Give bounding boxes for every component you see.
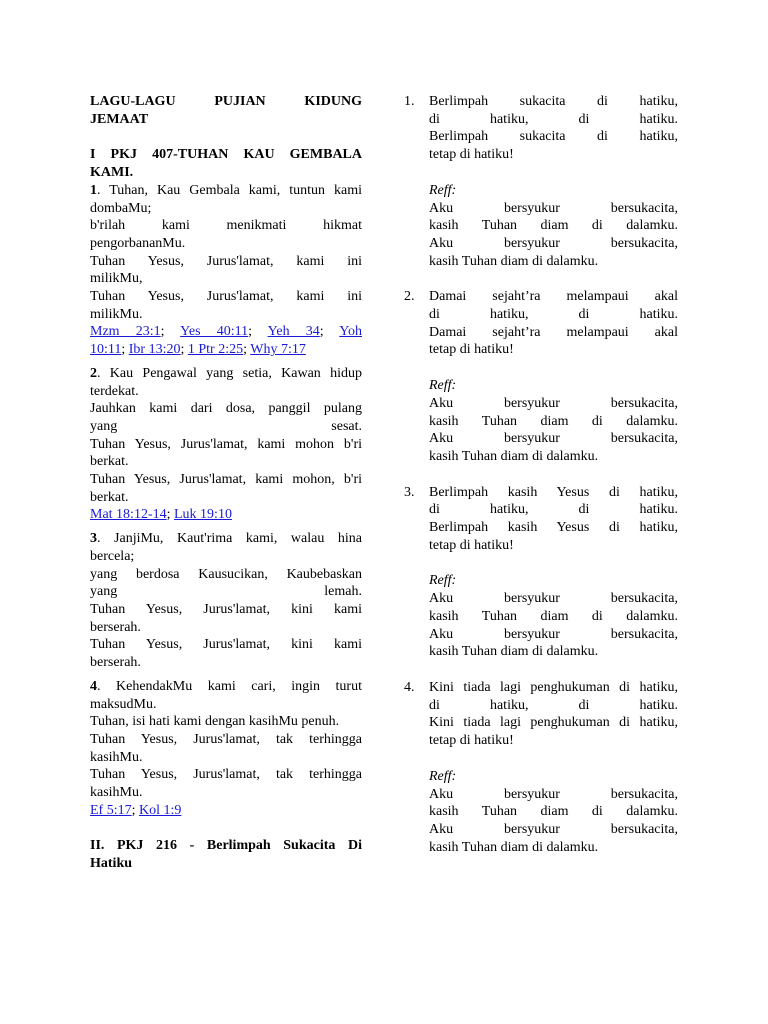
verse-number: 1 xyxy=(90,182,97,198)
scripture-refs: Mzm 23:1; Yes 40:11; Yeh 34; Yoh xyxy=(90,324,362,340)
verse-line: berserah. xyxy=(90,655,141,671)
verse-line: . KehendakMu kami cari, ingin turut xyxy=(97,678,362,694)
verse-number: 4. xyxy=(404,679,415,695)
verse-line: Berlimpah kasih Yesus di hatiku, xyxy=(429,520,678,536)
reff-line: Aku bersyukur bersukacita, xyxy=(429,395,678,411)
scripture-link[interactable]: Yeh 34 xyxy=(267,324,320,340)
verse-line: . Tuhan, Kau Gembala kami, tuntun kami xyxy=(97,182,362,198)
scripture-link[interactable]: 1 Ptr 2:25 xyxy=(187,342,244,358)
verse-line: Berlimpah sukacita di hatiku, xyxy=(429,129,678,145)
verse-line: Tuhan Yesus, Jurus'lamat, tak terhingga xyxy=(90,731,362,747)
reff-line: kasih Tuhan diam di dalamku. xyxy=(429,608,678,624)
verse-line: dombaMu; xyxy=(90,200,152,216)
verse-line: Tuhan Yesus, Jurus'lamat, kami mohon, b'ri xyxy=(90,472,362,488)
verse-line: Kini tiada lagi penghukuman di hatiku, xyxy=(429,715,678,731)
reff-line: Aku bersyukur bersukacita, xyxy=(429,200,678,216)
verse-line: tetap di hatiku! xyxy=(429,342,514,358)
reff-label: Reff: xyxy=(429,768,457,784)
document-title-line2: JEMAAT xyxy=(90,111,149,127)
scripture-link[interactable]: Kol 1:9 xyxy=(139,802,182,818)
reff-line: Aku bersyukur bersukacita, xyxy=(429,786,678,802)
reff-label: Reff: xyxy=(429,573,457,589)
scripture-refs: Ef 5:17; Kol 1:9 xyxy=(90,802,182,818)
song2-verse-3 xyxy=(404,484,678,661)
verse-number: 4 xyxy=(90,678,97,694)
song2-verse-1 xyxy=(404,93,678,270)
reff-label: Reff: xyxy=(429,378,457,394)
reff-line: Aku bersyukur bersukacita, xyxy=(429,235,678,251)
verse-line: Tuhan Yesus, Jurus'lamat, kini kami xyxy=(90,601,362,617)
section1-verse-3 xyxy=(90,530,362,672)
verse-line: Tuhan Yesus, Jurus'lamat, tak terhingga xyxy=(90,767,362,783)
scripture-link[interactable]: Why 7:17 xyxy=(250,342,306,358)
verse-line: Damai sejaht’ra melampaui akal xyxy=(429,324,678,340)
scripture-link[interactable]: Ef 5:17 xyxy=(90,802,132,818)
reff-line: kasih Tuhan diam di dalamku. xyxy=(429,253,599,269)
verse-line: tetap di hatiku! xyxy=(429,733,514,749)
song2-verse-4 xyxy=(404,679,678,856)
verse-line: Berlimpah kasih Yesus di hatiku, xyxy=(429,484,678,500)
verse-line: Tuhan Yesus, Jurus'lamat, kini kami xyxy=(90,637,362,653)
reff-line: Aku bersyukur bersukacita, xyxy=(429,821,678,837)
section1-title-line1: I PKJ 407-TUHAN KAU GEMBALA xyxy=(90,147,362,163)
verse-number: 1. xyxy=(404,94,415,109)
section1-verse-2 xyxy=(90,365,362,524)
verse-line: b'rilah kami menikmati hikmat xyxy=(90,218,362,234)
reff-line: kasih Tuhan diam di dalamku. xyxy=(429,839,599,855)
verse-line: Kini tiada lagi penghukuman di hatiku, xyxy=(429,679,678,695)
verse-line: Tuhan Yesus, Jurus'lamat, kami ini xyxy=(90,253,362,269)
verse-line: tetap di hatiku! xyxy=(429,537,514,553)
verse-line: bercela; xyxy=(90,548,135,564)
verse-line: . Kau Pengawal yang setia, Kawan hidup xyxy=(97,365,362,381)
verse-line: . JanjiMu, Kaut'rima kami, walau hina xyxy=(97,531,362,547)
verse-line: Damai sejaht’ra melampaui akal xyxy=(429,289,678,305)
reff-label: Reff: xyxy=(429,182,457,198)
verse-line: berserah. xyxy=(90,619,141,635)
right-column xyxy=(404,93,678,856)
verse-line: berkat. xyxy=(90,454,129,470)
verse-line: yang sesat. xyxy=(90,418,362,434)
verse-line: kasihMu. xyxy=(90,749,143,765)
verse-line: di hatiku, di hatiku. xyxy=(429,697,678,713)
song2-verse-2 xyxy=(404,288,678,465)
section2-title-line2: Hatiku xyxy=(90,856,133,872)
reff-line: kasih Tuhan diam di dalamku. xyxy=(429,804,678,820)
scripture-link[interactable]: 10:11 xyxy=(90,342,122,358)
reff-line: kasih Tuhan diam di dalamku. xyxy=(429,644,599,660)
section1-verse-4 xyxy=(90,678,362,820)
verse-number: 3. xyxy=(404,484,415,500)
reff-line: kasih Tuhan diam di dalamku. xyxy=(429,413,678,429)
section1-title-line2: KAMI. xyxy=(90,165,134,181)
scripture-refs: Mat 18:12-14; Luk 19:10 xyxy=(90,507,232,523)
scripture-link[interactable]: Ibr 13:20 xyxy=(128,342,181,358)
scripture-refs: 10:11; Ibr 13:20; 1 Ptr 2:25; Why 7:17 xyxy=(90,342,306,358)
scripture-link[interactable]: Mat 18:12-14 xyxy=(90,507,167,523)
verse-line: Jauhkan kami dari dosa, panggil pulang xyxy=(90,401,362,417)
verse-line: Tuhan Yesus, Jurus'lamat, kami mohon b'ri xyxy=(90,436,362,452)
verse-number: 2. xyxy=(404,289,415,305)
verse-line: milikMu. xyxy=(90,306,143,322)
verse-number: 2 xyxy=(90,365,97,381)
verse-line: terdekat. xyxy=(90,383,139,399)
verse-line: yang berdosa Kausucikan, Kaubebaskan xyxy=(90,566,362,582)
verse-line: Berlimpah sukacita di hatiku, xyxy=(429,94,678,109)
verse-line: berkat. xyxy=(90,489,129,505)
verse-line: di hatiku, di hatiku. xyxy=(429,307,678,323)
scripture-link[interactable]: Luk 19:10 xyxy=(174,507,232,523)
verse-line: kasihMu. xyxy=(90,785,143,801)
document-title-line1: LAGU-LAGU PUJIAN KIDUNG xyxy=(90,94,362,109)
reff-line: Aku bersyukur bersukacita, xyxy=(429,431,678,447)
verse-line: Tuhan, isi hati kami dengan kasihMu penuh. xyxy=(90,714,340,730)
verse-line: tetap di hatiku! xyxy=(429,147,514,163)
verse-line: Tuhan Yesus, Jurus'lamat, kami ini xyxy=(90,289,362,305)
verse-line: milikMu, xyxy=(90,271,143,287)
verse-number: 3 xyxy=(90,531,97,547)
scripture-link[interactable]: Mzm 23:1 xyxy=(90,324,161,340)
verse-line: maksudMu. xyxy=(90,696,157,712)
reff-line: Aku bersyukur bersukacita, xyxy=(429,591,678,607)
reff-line: kasih Tuhan diam di dalamku. xyxy=(429,448,599,464)
verse-line: pengorbananMu. xyxy=(90,235,186,251)
verse-line: yang lemah. xyxy=(90,584,362,600)
left-column xyxy=(90,93,362,873)
scripture-link[interactable]: Yes 40:11 xyxy=(180,324,249,340)
section1-verse-1 xyxy=(90,182,362,359)
scripture-link[interactable]: Yoh xyxy=(339,324,362,340)
reff-line: Aku bersyukur bersukacita, xyxy=(429,626,678,642)
verse-line: di hatiku, di hatiku. xyxy=(429,111,678,127)
reff-line: kasih Tuhan diam di dalamku. xyxy=(429,218,678,234)
section2-title-line1: II. PKJ 216 - Berlimpah Sukacita Di xyxy=(90,838,362,854)
verse-line: di hatiku, di hatiku. xyxy=(429,502,678,518)
